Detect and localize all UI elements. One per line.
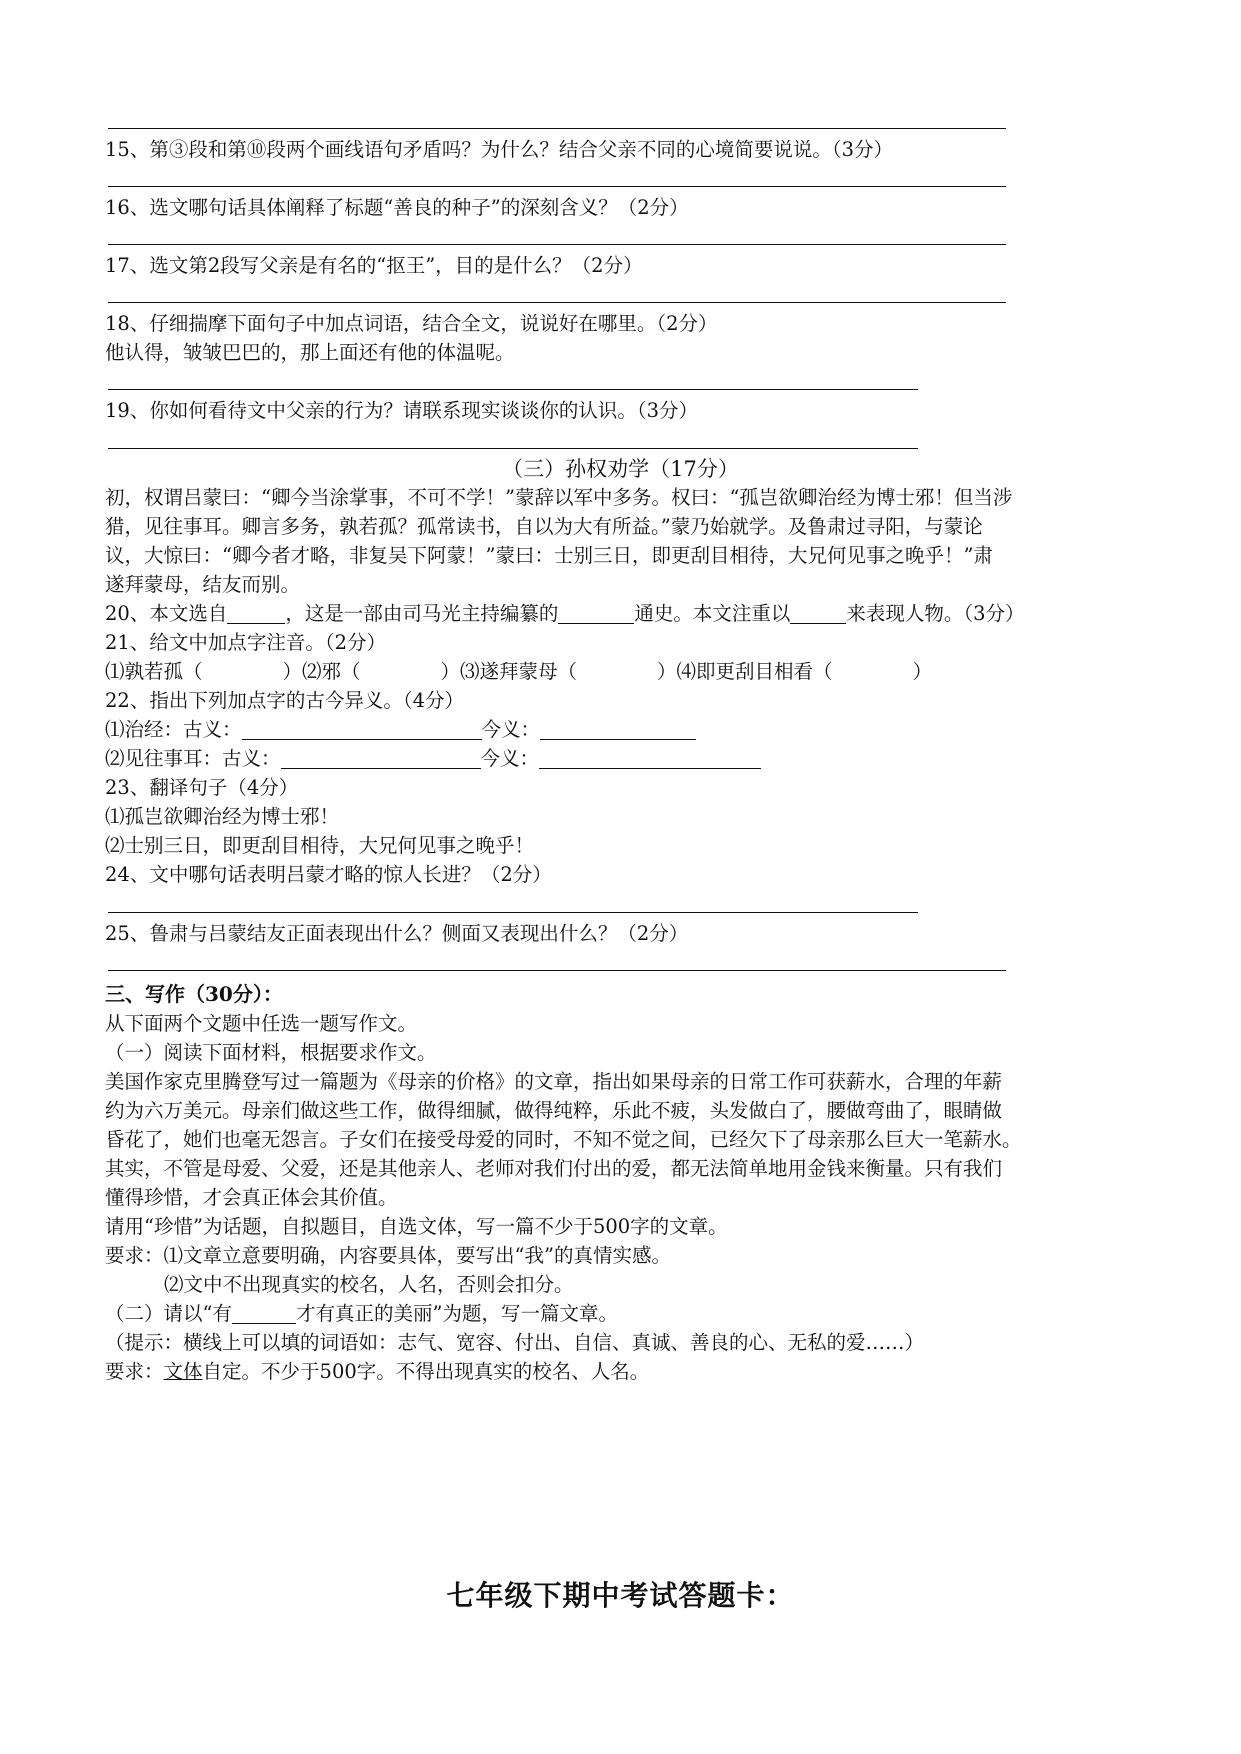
question-19: 19、你如何看待文中父亲的行为？请联系现实谈谈你的认识。（3分） (105, 399, 698, 422)
answer-line (108, 302, 1006, 303)
answer-line (108, 912, 918, 913)
fill-blank[interactable] (281, 746, 481, 769)
requirement-two-label: 要求： (105, 1360, 164, 1383)
answer-line (108, 186, 1006, 187)
question-18-sentence: 他认得，皱皱巴巴的，那上面还有他的体温呢。 (105, 341, 515, 364)
requirement-two-underlined: 文体 (163, 1360, 203, 1383)
material-line: 昏花了，她们也毫无怨言。子女们在接受母爱的同时，不知不觉之间，已经欠下了母亲那么巨大一笔薪水。 (105, 1128, 1022, 1151)
question-23-2: ⑵士别三日，即更刮目相待，大兄何见事之晚乎！ (105, 834, 535, 857)
passage-line: 议，大惊曰：“卿今者才略，非复吴下阿蒙！”蒙曰：士别三日，即更刮目相待，大兄何见事之晚乎！”肃 (105, 544, 993, 567)
fill-blank[interactable] (540, 717, 696, 740)
q22-2-ancient: ⑵见往事耳：古义： (105, 747, 281, 770)
passage-line: 猎，见往事耳。卿言多务，孰若孤？孤常读书，自以为大有所益。”蒙乃始就学。及鲁肃过寻阳，与蒙论 (105, 515, 983, 538)
answer-line (108, 128, 1006, 129)
question-16: 16、选文哪句话具体阐释了标题“善良的种子”的深刻含义？（2分） (105, 196, 689, 219)
material-line: 懂得珍惜，才会真正体会其价值。 (105, 1186, 398, 1209)
writing-option-two (105, 1301, 618, 1327)
answer-line (108, 244, 1006, 245)
fill-blank[interactable] (558, 601, 634, 624)
question-15: 15、第③段和第⑩段两个画线语句矛盾吗？为什么？结合父亲不同的心境简要说说。（3分） (105, 138, 893, 161)
question-17: 17、选文第2段写父亲是有名的“抠王”，目的是什么？（2分） (105, 254, 643, 277)
question-25: 25、鲁肃与吕蒙结友正面表现出什么？侧面又表现出什么？（2分） (105, 922, 689, 945)
answer-line (108, 389, 918, 390)
writing-section-title: 三、写作（30分）： (105, 982, 283, 1006)
material-line: 其实，不管是母爱、父爱，还是其他亲人、老师对我们付出的爱，都无法简单地用金钱来衡量。只有我们 (105, 1157, 1003, 1180)
passage-line: 初，权谓吕蒙曰：“卿今当涂掌事，不可不学！”蒙辞以军中多务。权曰：“孤岂欲卿治经为博士邪！但当涉 (105, 486, 1013, 509)
fill-blank[interactable] (227, 601, 285, 624)
q21-item-d: ）⑷即更刮目相看（ (657, 660, 833, 683)
question-21-items (105, 659, 932, 685)
requirement-1-text: ⑴文章立意要明确，内容要具体，要写出“我”的真情实感。 (163, 1244, 671, 1267)
section-title-sunquan: （三）孙权劝学（17分） (502, 457, 739, 481)
material-line: 美国作家克里腾登写过一篇题为《母亲的价格》的文章，指出如果母亲的日常工作可获薪水，合理的年薪 (105, 1070, 1003, 1093)
answer-card-title: 七年级下期中考试答题卡： (446, 1579, 795, 1612)
q20-text-c: 通史。本文注重以 (634, 602, 791, 625)
q22-1-ancient: ⑴治经：古义： (105, 718, 242, 741)
option-two-text-a: （二）请以“有 (105, 1302, 232, 1325)
q21-item-e: ） (912, 660, 933, 683)
q20-text-d: 来表现人物。（3分） (846, 602, 1025, 625)
requirement-1 (105, 1243, 671, 1269)
q20-text-a: 20、本文选自 (105, 602, 228, 625)
q22-1-modern: 今义： (481, 718, 541, 741)
option-two-text-b: 才有真正的美丽”为题，写一篇文章。 (295, 1302, 618, 1325)
writing-option-one: （一）阅读下面材料，根据要求作文。 (105, 1041, 437, 1064)
fill-blank[interactable] (539, 746, 761, 769)
question-21: 21、给文中加点字注音。（2分） (105, 631, 386, 654)
q20-text-b: ，这是一部由司马光主持编纂的 (285, 602, 559, 625)
q21-item-c: ）⑶遂拜蒙母（ (440, 660, 578, 683)
q21-item-a: ⑴孰若孤（ (105, 660, 203, 683)
question-24: 24、文中哪句话表明吕蒙才略的惊人长进？（2分） (105, 863, 552, 886)
requirement-label: 要求： (105, 1244, 164, 1267)
question-22-2 (105, 746, 761, 772)
question-20 (105, 601, 1025, 627)
question-22: 22、指出下列加点字的古今异义。（4分） (105, 689, 464, 712)
requirement-two-rest: 自定。不少于500字。不得出现真实的校名、人名。 (202, 1360, 650, 1383)
q21-item-b: ）⑵邪（ (282, 660, 361, 683)
fill-blank[interactable] (232, 1301, 296, 1324)
question-18: 18、仔细揣摩下面句子中加点词语，结合全文，说说好在哪里。（2分） (105, 312, 718, 335)
question-23-1: ⑴孤岂欲卿治经为博士邪！ (105, 805, 340, 828)
writing-intro: 从下面两个文题中任选一题写作文。 (105, 1012, 418, 1035)
q22-2-modern: 今义： (480, 747, 540, 770)
requirement-two (105, 1359, 649, 1385)
question-22-1 (105, 717, 696, 743)
hint: （提示：横线上可以填的词语如：志气、宽容、付出、自信、真诚、善良的心、无私的爱……） (105, 1331, 925, 1354)
fill-blank[interactable] (790, 601, 846, 624)
fill-blank[interactable] (242, 717, 482, 740)
answer-line (108, 970, 1006, 971)
requirement-2: ⑵文中不出现真实的校名，人名，否则会扣分。 (164, 1273, 574, 1296)
answer-line (108, 448, 918, 449)
prompt-one: 请用“珍惜”为话题，自拟题目，自选文体，写一篇不少于500字的文章。 (105, 1215, 728, 1238)
material-line: 约为六万美元。母亲们做这些工作，做得细腻，做得纯粹，乐此不疲，头发做白了，腰做弯曲了，眼睛做 (105, 1099, 1003, 1122)
passage-line: 遂拜蒙母，结友而别。 (105, 573, 301, 596)
question-23: 23、翻译句子（4分） (105, 776, 299, 799)
